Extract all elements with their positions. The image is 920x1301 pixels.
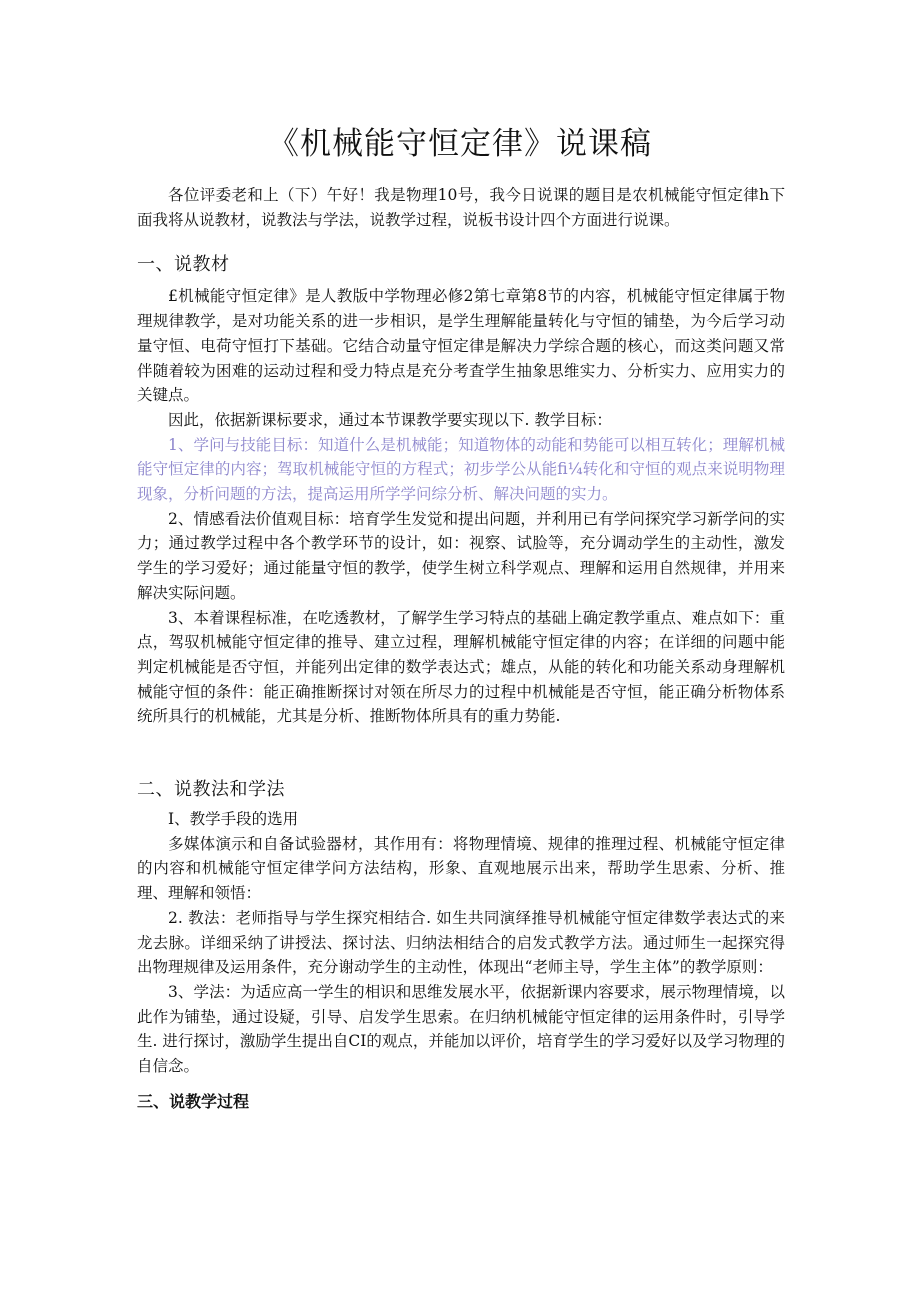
- methods-paragraph-1: I、教学手段的选用: [168, 810, 299, 829]
- methods-paragraph-2: 多媒体演示和自备试验器材，其作用有：将物理情境、规律的推理过程、机械能守恒定律的内容和机械能守恒定律学问方法结构，形象、直观地展示出来，帮助学生思索、分析、推理、理解和领悟：: [137, 834, 785, 903]
- document-title: 《机械能守恒定律》说课稿: [268, 126, 652, 162]
- methods-paragraph-3: 2. 教法：老师指导与学生探究相结合. 如生共同演绎推导机械能守恒定律数学表达式的来龙去脉。详细采纳了讲授法、探讨法、归纳法相结合的启发式教学方法。通过师生一起探究得出物理规律及运用条件，充分谢动学生的主动性，体现出“老师主导，学生主体”的教学原则：: [137, 908, 785, 977]
- emotion-attitude-goal: 2、情感看法价值观目标：培育学生发觉和提出问题，并利用已有学问探究学习新学问的实力；通过教学过程中各个教学环节的设计，如：视察、试脸等，充分调动学生的主动性，激发学生的学习爱好；通过能量守恒的教学，使学生树立科学观点、理解和运用自然规律，并用来解决实际问题。: [137, 509, 785, 602]
- document-body: [137, 183, 785, 1112]
- textbook-paragraph-1: £机械能守恒定律》是人教版中学物理必修2第七章第8节的内容，机械能守恒定律属于物理规律教学，是对功能关系的进一步相识，是学生理解能量转化与守恒的铺垫，为今后学习动量守恒、电荷守恒打下基础。它结合动量守恒定律是解决力学综合题的核心，而这类问题又常伴随着较为困难的运动过程和受力特点是充分考査学生抽象思维实力、分析实力、应用实力的关键点。: [137, 287, 785, 405]
- textbook-paragraph-2: 因此，依据新课标要求，通过本节课教学要实现以下. 教学目标：: [168, 410, 612, 429]
- methods-paragraph-4: 3、学法：为适应高一学生的相识和思维发展水平，依据新课内容要求，展示物理情境，以此作为铺垫，通过设疑，引导、启发学生思索。在归纳机械能守恒定律的运用条件时，引导学生. 进行探讨，激励学生提出自CI的观点，并能加以评价，培育学生的学习爱好以及学习物理的自信念。: [137, 982, 785, 1076]
- section-heading-methods: 二、说教法和学法: [137, 779, 285, 801]
- intro-paragraph: 各位评委老和上（下）午好！我是物理10号，我今日说课的题目是农机械能守恒定律h下面我将从说教材，说教法与学法，说教学过程，说板书设计四个方面进行说课。: [137, 186, 785, 229]
- section-heading-textbook: 一、说教材: [137, 254, 230, 276]
- key-difficult-points: 3、本着课程标准，在吃透教材，了解学生学习特点的基础上确定教学重点、难点如下：重点，驾驭机械能守恒定律的推导、建立过程，理解机械能守恒定律的内容；在详细的问题中能判定机械能是否守恒，并能列出定律的数学表达式；雄点，从能的转化和功能关系动身理解机械能守恒的条件：能正确推断探讨对领在所尽力的过程中机械能是否守恒，能正确分析物体系统所具行的机械能，尤其是分析、推断物体所具有的重力势能.: [137, 608, 785, 726]
- section-heading-process: 三、说教学过程: [137, 1091, 250, 1111]
- knowledge-skill-goal: 1、学问与技能目标：知道什么是机械能；知道物体的动能和势能可以相互转化；理解机械能守恒定律的内容；驾取机械能守恒的方程式；初步学公从能fi¼转化和守恒的观点来说明物理现象，分析问题的方法，提高运用所学学问综分析、解决问题的实力。: [137, 435, 785, 504]
